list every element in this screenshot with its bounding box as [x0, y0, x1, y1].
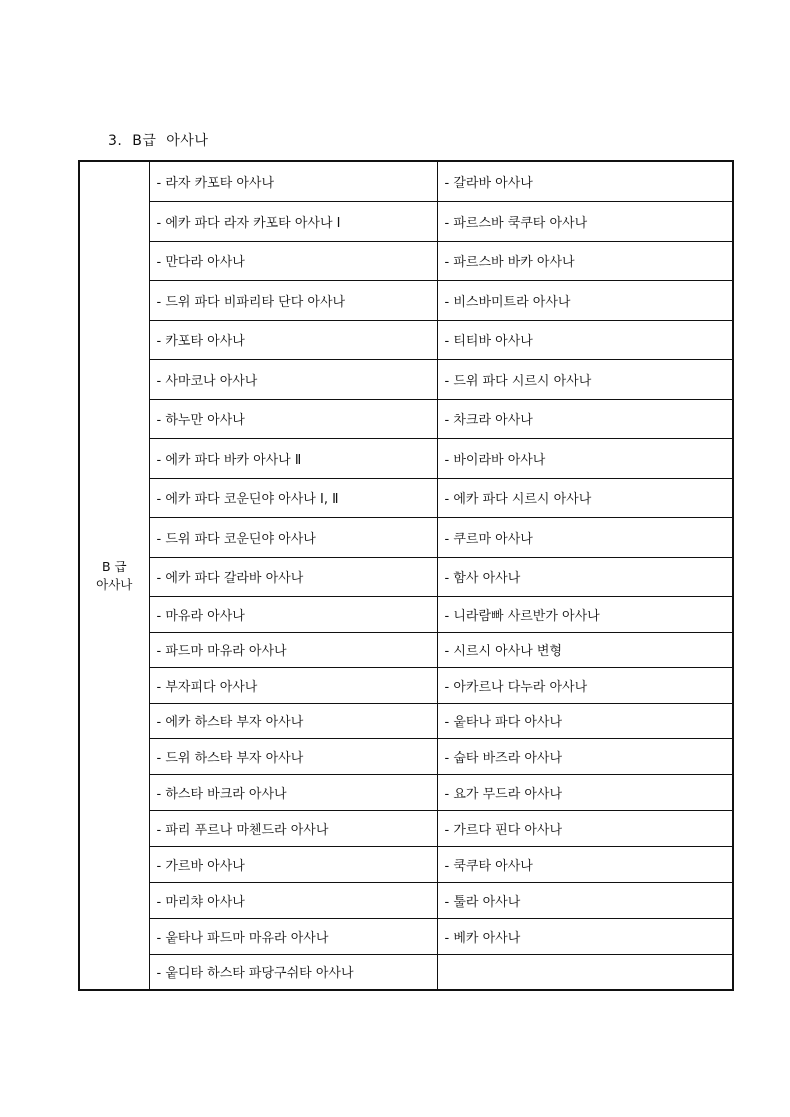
asana-right-cell: - 웉타나 파다 아사나 [437, 703, 733, 738]
table-row [79, 320, 733, 359]
table-row [79, 280, 733, 320]
table-row [79, 918, 733, 954]
table-row [79, 557, 733, 596]
asana-left-cell: - 웉디타 하스타 파당구쉬타 아사나 [149, 954, 437, 990]
asana-left-cell: - 마리챠 아사나 [149, 882, 437, 918]
asana-left-cell: - 라자 카포타 아사나 [149, 161, 437, 201]
asana-left-cell: - 마유라 아사나 [149, 596, 437, 632]
table-row [79, 810, 733, 846]
category-label-asana: 아사나 [96, 576, 133, 592]
table-row [79, 738, 733, 774]
asana-right-cell: - 함사 아사나 [437, 557, 733, 596]
asana-right-cell: - 드위 파다 시르시 아사나 [437, 359, 733, 399]
table-row [79, 846, 733, 882]
table-row [79, 954, 733, 990]
asana-left-cell: - 하스타 바크라 아사나 [149, 774, 437, 810]
asana-right-cell: - 니라람빠 사르반가 아사나 [437, 596, 733, 632]
table-row [79, 399, 733, 438]
section-title: 3. B급 아사나 [108, 133, 209, 149]
asana-left-cell: - 드위 파다 코운딘야 아사나 [149, 517, 437, 557]
table-row [79, 667, 733, 703]
table-row [79, 882, 733, 918]
table-row [79, 596, 733, 632]
asana-left-cell: - 에카 하스타 부자 아사나 [149, 703, 437, 738]
asana-right-cell: - 가르다 핀다 아사나 [437, 810, 733, 846]
asana-left-cell: - 만다라 아사나 [149, 241, 437, 280]
asana-right-cell: - 숩타 바즈라 아사나 [437, 738, 733, 774]
asana-right-cell: - 파르스바 바카 아사나 [437, 241, 733, 280]
table-row [79, 241, 733, 280]
asana-right-cell: - 툴라 아사나 [437, 882, 733, 918]
asana-right-cell: - 요가 무드라 아사나 [437, 774, 733, 810]
asana-right-cell: - 베카 아사나 [437, 918, 733, 954]
asana-left-cell: - 드위 파다 비파리타 단다 아사나 [149, 280, 437, 320]
category-label-grade: B 급 [101, 558, 127, 574]
asana-right-cell [437, 954, 733, 990]
asana-right-cell: - 갈라바 아사나 [437, 161, 733, 201]
asana-right-cell: - 파르스바 쿡쿠타 아사나 [437, 201, 733, 241]
asana-right-cell: - 바이라바 아사나 [437, 438, 733, 478]
asana-left-cell: - 에카 파다 바카 아사나 Ⅱ [149, 438, 437, 478]
asana-left-cell: - 가르바 아사나 [149, 846, 437, 882]
table-row [79, 703, 733, 738]
table-row [79, 201, 733, 241]
asana-left-cell: - 드위 하스타 부자 아사나 [149, 738, 437, 774]
asana-right-cell: - 차크라 아사나 [437, 399, 733, 438]
table-row [79, 438, 733, 478]
asana-left-cell: - 에카 파다 갈라바 아사나 [149, 557, 437, 596]
asana-left-cell: - 파리 푸르나 마첸드라 아사나 [149, 810, 437, 846]
asana-right-cell: - 아카르나 다누라 아사나 [437, 667, 733, 703]
asana-right-cell: - 쿡쿠타 아사나 [437, 846, 733, 882]
table-row [79, 517, 733, 557]
asana-left-cell: - 사마코나 아사나 [149, 359, 437, 399]
asana-table-body [79, 161, 733, 990]
asana-right-cell: - 시르시 아사나 변형 [437, 632, 733, 667]
asana-left-cell: - 부자피다 아사나 [149, 667, 437, 703]
asana-left-cell: - 파드마 마유라 아사나 [149, 632, 437, 667]
asana-left-cell: - 하누만 아사나 [149, 399, 437, 438]
table-row [79, 359, 733, 399]
asana-right-cell: - 티티바 아사나 [437, 320, 733, 359]
asana-right-cell: - 비스바미트라 아사나 [437, 280, 733, 320]
table-row [79, 774, 733, 810]
asana-left-cell: - 에카 파다 코운딘야 아사나 Ⅰ, Ⅱ [149, 478, 437, 517]
asana-left-cell: - 웉타나 파드마 마유라 아사나 [149, 918, 437, 954]
asana-right-cell: - 에카 파다 시르시 아사나 [437, 478, 733, 517]
asana-right-cell: - 쿠르마 아사나 [437, 517, 733, 557]
table-row [79, 632, 733, 667]
table-row [79, 161, 733, 201]
category-cell [79, 161, 149, 990]
asana-table [78, 160, 734, 991]
asana-left-cell: - 에카 파다 라자 카포타 아사나 Ⅰ [149, 201, 437, 241]
table-row [79, 478, 733, 517]
asana-left-cell: - 카포타 아사나 [149, 320, 437, 359]
